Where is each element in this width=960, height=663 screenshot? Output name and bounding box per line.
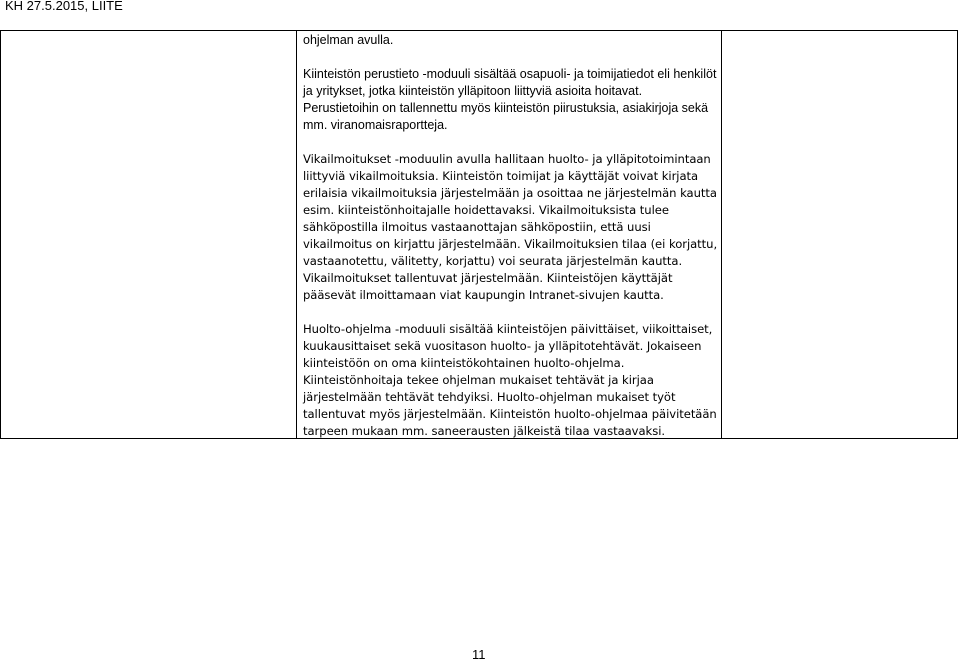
- page-header: KH 27.5.2015, LIITE: [5, 0, 123, 13]
- content-cell: [303, 32, 719, 440]
- paragraph-huolto-ohjelma: Huolto-ohjelma -moduuli sisältää kiinteistöjen päivittäiset, viikoittaiset, kuukausittaiset sekä vuositason huolto- ja ylläpitotehtävät. Jokaiseen kiinteistöön on oma kiinteistökohtainen huolto-ohjelma. Kiinteistönhoitaja tekee ohjelman mukaiset tehtävät ja kirjaa järjestelmään tehtävät tehdyiksi. Huolto-ohjelman mukaiset työt tallentuvat myös järjestelmään. Kiinteistön huolto-ohjelmaa päivitetään tarpeen mukaan mm. saneerausten jälkeistä tilaa vastaavaksi.: [303, 322, 717, 438]
- paragraph-vikailmoitukset: Vikailmoitukset -moduulin avulla hallitaan huolto- ja ylläpitotoimintaan liittyviä vikailmoituksia. Kiinteistön toimijat ja käyttäjät voivat kirjata erilaisia vikailmoituksia järjestelmään ja osoittaa ne järjestelmän kautta esim. kiinteistönhoitajalle hoidettavaksi. Vikailmoituksista tulee sähköpostilla ilmoitus vastaanottajan sähköpostiin, että uusi vikailmoitus on kirjattu järjestelmään. Vikailmoituksien tilaa (ei korjattu, vastaanotettu, välitetty, korjattu) voi seurata järjestelmän kautta. Vikailmoitukset tallentuvat järjestelmään. Kiinteistöjen käyttäjät pääsevät ilmoittamaan viat kaupungin Intranet-sivujen kautta.: [303, 152, 718, 302]
- paragraph-perustieto: Kiinteistön perustieto -moduuli sisältää osapuoli- ja toimijatiedot eli henkilöt ja yritykset, jotka kiinteistön ylläpitoon liittyviä asioita hoitavat. Perustietoihin on tallennettu myös kiinteistön piirustuksia, asiakirjoja sekä mm. viranomaisraportteja.: [303, 67, 717, 132]
- table-column-divider: [721, 31, 722, 438]
- table-column-divider: [296, 31, 297, 438]
- page-number: 11: [472, 647, 486, 662]
- paragraph-intro-end: ohjelman avulla.: [303, 33, 394, 47]
